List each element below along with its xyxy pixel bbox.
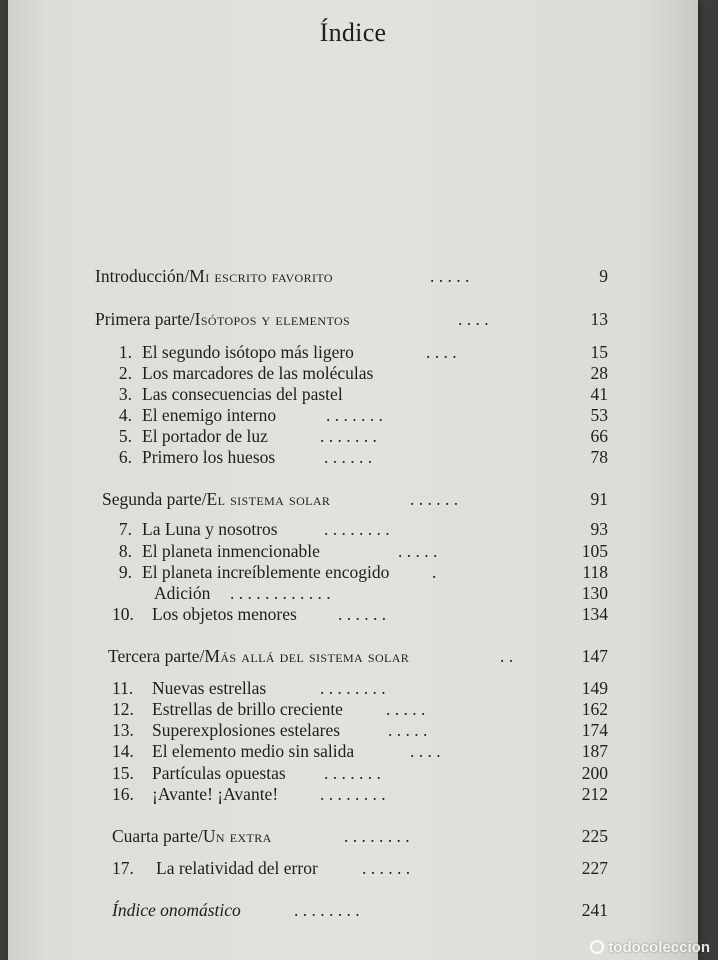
toc-entry-chapter bbox=[8, 582, 698, 604]
part-subtitle: Más allá del sistema solar bbox=[204, 646, 410, 666]
part-subtitle: Isótopos y elementos bbox=[194, 309, 351, 329]
toc-entry-chapter bbox=[8, 540, 698, 562]
leader-dots: . . bbox=[500, 646, 514, 666]
chapter-number: 8. bbox=[118, 541, 132, 561]
toc-entry-chapter bbox=[8, 740, 698, 762]
page-number: 130 bbox=[581, 583, 608, 603]
page-number: 93 bbox=[590, 519, 608, 539]
chapter-title: Los objetos menores bbox=[152, 604, 297, 624]
leader-dots: . . . . . . . bbox=[320, 426, 377, 446]
chapter-title: El planeta increíblemente encogido bbox=[142, 562, 390, 582]
page-number: 227 bbox=[581, 858, 608, 878]
page-number: 241 bbox=[581, 900, 608, 920]
page-number: 9 bbox=[599, 266, 608, 286]
toc-entry-chapter bbox=[8, 677, 698, 699]
page-number: 162 bbox=[581, 699, 608, 719]
toc-entry-chapter bbox=[8, 518, 698, 540]
leader-dots: . . . . . . . . bbox=[324, 519, 390, 539]
chapter-title: La relatividad del error bbox=[156, 858, 318, 878]
chapter-title: El segundo isótopo más ligero bbox=[142, 342, 354, 362]
leader-dots: . . . . bbox=[458, 309, 489, 329]
page-number: 187 bbox=[581, 741, 608, 761]
page-number: 149 bbox=[581, 678, 608, 698]
page-number: 212 bbox=[581, 784, 608, 804]
chapter-title: Las consecuencias del pastel bbox=[142, 384, 343, 404]
page-number: 66 bbox=[590, 426, 608, 446]
leader-dots: . . . . . . bbox=[324, 447, 373, 467]
chapter-number: 5. bbox=[118, 426, 132, 446]
chapter-title: Estrellas de brillo creciente bbox=[152, 699, 343, 719]
toc-entry-chapter bbox=[8, 762, 698, 784]
page-number: 41 bbox=[590, 384, 608, 404]
leader-dots: . . . . bbox=[426, 342, 457, 362]
page-number: 78 bbox=[590, 447, 608, 467]
page-number: 28 bbox=[590, 363, 608, 383]
toc-entry-part: Tercera parte/Más allá del sistema solar . . 147 bbox=[108, 646, 608, 666]
chapter-title: El portador de luz bbox=[142, 426, 268, 446]
chapter-title: El enemigo interno bbox=[142, 405, 277, 425]
toc-entry-part: Segunda parte/El sistema solar . . . . . . 91 bbox=[102, 489, 608, 509]
page-number: 174 bbox=[581, 720, 608, 740]
page-number: 91 bbox=[590, 489, 608, 509]
leader-dots: . . . . . . . bbox=[324, 763, 381, 783]
chapter-number: 17. bbox=[112, 858, 134, 878]
chapter-number: 7. bbox=[118, 519, 132, 539]
toc-entry-chapter bbox=[8, 446, 698, 468]
toc-entry-part: Primera parte/Isótopos y elementos . . . . 13 bbox=[95, 309, 608, 329]
chapter-number: 12. bbox=[112, 699, 134, 719]
toc-entry-chapter bbox=[8, 698, 698, 720]
page-number: 134 bbox=[581, 604, 608, 624]
page-number: 200 bbox=[581, 763, 608, 783]
page-number: 15 bbox=[590, 342, 608, 362]
chapter-title: La Luna y nosotros bbox=[142, 519, 278, 539]
leader-dots: . . . . . . . . bbox=[344, 826, 410, 846]
toc-entry-introduction: Introducción/Mi escrito favorito . . . . . 9 bbox=[95, 266, 608, 286]
leader-dots: . . . . . . . . bbox=[294, 900, 360, 920]
toc-entry-chapter bbox=[8, 719, 698, 741]
leader-dots: . . . . . . . . bbox=[320, 678, 386, 698]
chapter-title: Los marcadores de las moléculas bbox=[142, 363, 374, 383]
leader-dots: . . . . . bbox=[386, 699, 426, 719]
toc-entry-chapter bbox=[8, 404, 698, 426]
toc-entry-chapter bbox=[8, 341, 698, 363]
chapter-number: 14. bbox=[112, 741, 134, 761]
leader-dots: . . . . . bbox=[430, 266, 470, 286]
leader-dots: . . . . . . bbox=[338, 604, 387, 624]
toc-entry-chapter bbox=[8, 425, 698, 447]
chapter-number: 6. bbox=[118, 447, 132, 467]
chapter-number: 11. bbox=[112, 678, 134, 698]
chapter-title: Primero los huesos bbox=[142, 447, 276, 467]
page-number: 118 bbox=[582, 562, 608, 582]
part-subtitle: Un extra bbox=[202, 826, 272, 846]
leader-dots: . . . . bbox=[410, 741, 441, 761]
chapter-number: 4. bbox=[118, 405, 132, 425]
part-subtitle: El sistema solar bbox=[206, 489, 331, 509]
page-number: 147 bbox=[581, 646, 608, 666]
leader-dots: . . . . . . bbox=[362, 858, 411, 878]
toc-entry-part: Cuarta parte/Un extra . . . . . . . . 225 bbox=[112, 826, 608, 846]
chapter-title: Adición bbox=[154, 583, 211, 603]
chapter-number: 16. bbox=[112, 784, 134, 804]
chapter-title: Nuevas estrellas bbox=[152, 678, 267, 698]
part-subtitle: Mi escrito favorito bbox=[189, 266, 333, 286]
chapter-number: 2. bbox=[118, 363, 132, 383]
chapter-title: ¡Avante! ¡Avante! bbox=[152, 784, 279, 804]
chapter-title: El planeta inmencionable bbox=[142, 541, 320, 561]
chapter-number: 10. bbox=[112, 604, 134, 624]
chapter-number: 3. bbox=[118, 384, 132, 404]
leader-dots: . bbox=[432, 562, 437, 582]
page-number: 53 bbox=[590, 405, 608, 425]
chapter-number: 9. bbox=[118, 562, 132, 582]
toc-entry-chapter bbox=[8, 383, 698, 405]
index-title: Índice onomástico bbox=[112, 900, 241, 920]
leader-dots: . . . . . . . bbox=[326, 405, 383, 425]
leader-dots: . . . . . . . . bbox=[320, 784, 386, 804]
chapter-title: Superexplosiones estelares bbox=[152, 720, 341, 740]
toc-entry-chapter bbox=[8, 783, 698, 805]
page-number: 105 bbox=[581, 541, 608, 561]
leader-dots: . . . . . bbox=[398, 541, 438, 561]
leader-dots: . . . . . bbox=[388, 720, 428, 740]
logo-icon bbox=[590, 940, 604, 954]
page-number: 13 bbox=[590, 309, 608, 329]
chapter-number: 13. bbox=[112, 720, 134, 740]
toc-entry-chapter bbox=[8, 561, 698, 583]
toc-entry-index bbox=[8, 899, 698, 921]
page-number: 225 bbox=[581, 826, 608, 846]
leader-dots: . . . . . . . . . . . . bbox=[230, 583, 331, 603]
watermark-logo: todocoleccion bbox=[590, 939, 710, 956]
page-title: Índice bbox=[319, 18, 387, 47]
chapter-number: 15. bbox=[112, 763, 134, 783]
toc-entry-chapter bbox=[8, 857, 698, 879]
chapter-title: Partículas opuestas bbox=[152, 763, 286, 783]
book-page bbox=[8, 0, 698, 960]
leader-dots: . . . . . . bbox=[410, 489, 459, 509]
chapter-title: El elemento medio sin salida bbox=[152, 741, 355, 761]
chapter-number: 1. bbox=[118, 342, 132, 362]
toc-entry-chapter bbox=[8, 603, 698, 625]
toc-entry-chapter bbox=[8, 362, 698, 384]
